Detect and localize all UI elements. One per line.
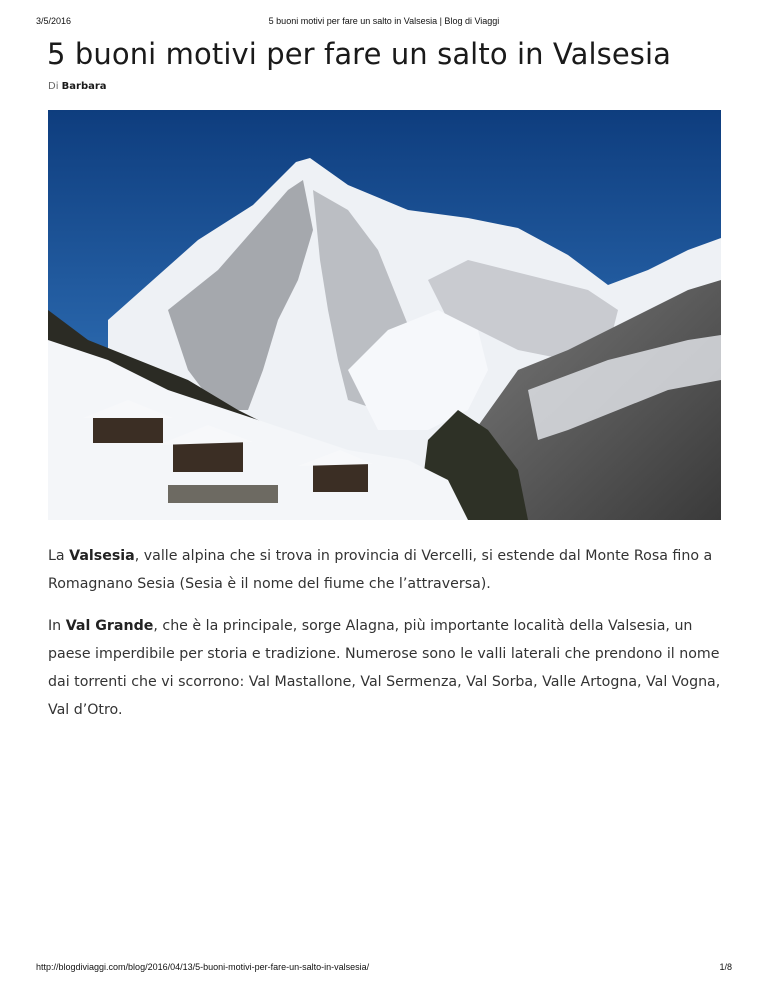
paragraph-val-grande — [48, 612, 738, 724]
article-title: 5 buoni motivi per fare un salto in Valsesia — [47, 37, 672, 71]
print-page-number: 1/8 — [719, 962, 732, 972]
hero-image-mountain — [48, 110, 721, 520]
print-url: http://blogdiviaggi.com/blog/2016/04/13/5-buoni-motivi-per-fare-un-salto-in-valsesia/ — [36, 962, 370, 972]
byline-prefix: Di — [48, 81, 59, 92]
print-header — [36, 16, 732, 30]
paragraph-intro-text: , valle alpina che si trova in provincia di Vercelli, si estende dal Monte Rosa fino a Romagnano Sesia (Sesia è il nome del fiume che l’attraversa). — [48, 548, 713, 592]
author-link[interactable]: Barbara — [61, 81, 107, 92]
print-page-title: 5 buoni motivi per fare un salto in Valsesia | Blog di Viaggi — [268, 16, 500, 26]
paragraph-val-grande-text: , che è la principale, sorge Alagna, più importante località della Valsesia, un paese imperdibile per storia e tradizione. Numerose sono le valli laterali che prendono il nome dai torrenti che vi scorrono: Val Mastallone, Val Sermenza, Val Sorba, Valle Artogna, Val Vogna, Val d’Otro. — [48, 618, 721, 718]
print-date: 3/5/2016 — [36, 16, 72, 26]
byline — [48, 81, 107, 92]
article-body — [48, 542, 738, 738]
keyword-val-grande: Val Grande — [65, 618, 154, 634]
keyword-valsesia: Valsesia — [69, 548, 135, 564]
paragraph-val-grande-lead: In — [48, 618, 66, 634]
paragraph-intro-lead: La — [48, 548, 70, 564]
paragraph-intro — [48, 542, 738, 598]
print-footer — [36, 962, 732, 976]
